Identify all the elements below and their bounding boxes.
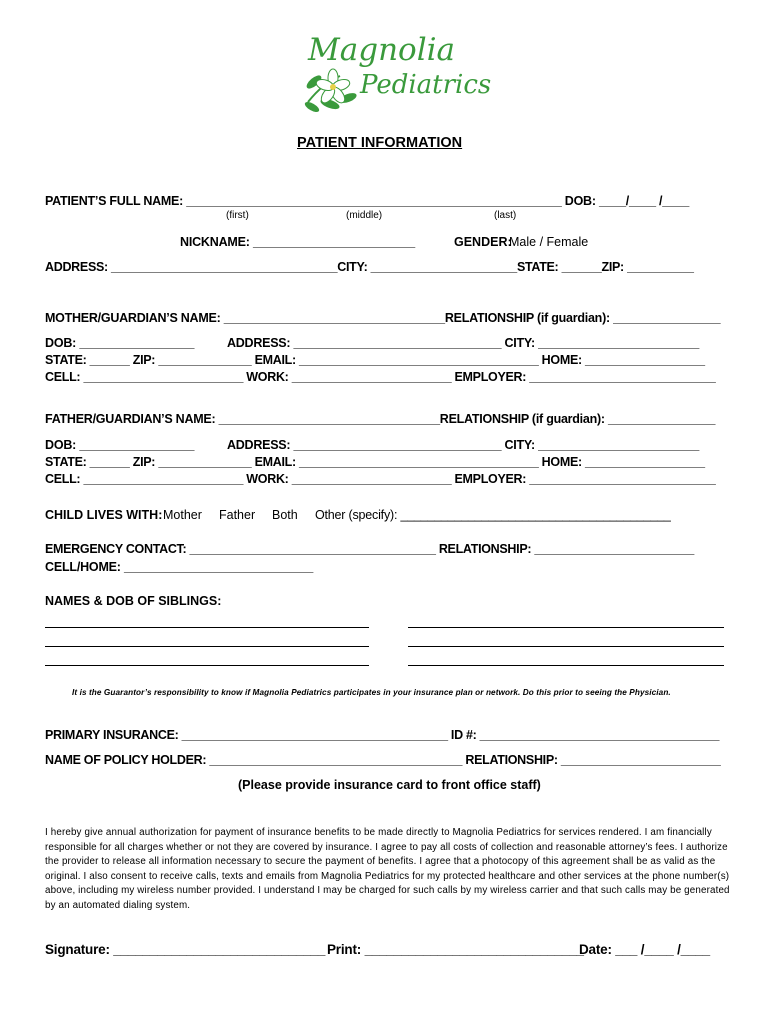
gender-options[interactable]: Male / Female	[509, 235, 589, 249]
mother-address-field[interactable]: ADDRESS: _______________________________ CITY: ________________________	[227, 336, 700, 350]
father-state-field[interactable]: STATE: ______ ZIP: ______________ EMAIL: ____________________________________ HOME: __________________	[45, 455, 705, 469]
mother-dob-field[interactable]: DOB: _________________	[45, 336, 195, 350]
insurance-card-note: (Please provide insurance card to front office staff)	[238, 778, 541, 792]
sibling-line[interactable]	[45, 627, 369, 628]
print-name-field[interactable]: Print: ______________________________	[327, 942, 584, 957]
sibling-line[interactable]	[408, 627, 724, 628]
sibling-line[interactable]	[45, 646, 369, 647]
child-lives-other-field[interactable]: Other (specify): ________________________________________	[315, 508, 671, 522]
father-dob-field[interactable]: DOB: _________________	[45, 438, 195, 452]
father-cell-field[interactable]: CELL: ________________________ WORK: ________________________ EMPLOYER: ____________________________	[45, 472, 716, 486]
guarantor-note: It is the Guarantor’s responsibility to know if Magnolia Pediatrics participates in your insurance plan or network. Do this prior to seeing the Physician.	[72, 688, 671, 697]
emergency-contact-field[interactable]: EMERGENCY CONTACT: _____________________________________ RELATIONSHIP: ________________________	[45, 542, 695, 556]
child-lives-mother-option[interactable]: Mother	[163, 508, 202, 522]
child-lives-father-option[interactable]: Father	[219, 508, 256, 522]
policy-holder-field[interactable]: NAME OF POLICY HOLDER: ______________________________________ RELATIONSHIP: ________________________	[45, 753, 721, 767]
patient-address-field[interactable]: ADDRESS: __________________________________CITY: ______________________STATE: ______ZIP: __________	[45, 260, 694, 274]
sibling-line[interactable]	[408, 646, 724, 647]
nickname-field[interactable]: NICKNAME: ________________________	[180, 235, 416, 249]
logo-text-magnolia: Magnolia	[308, 32, 456, 68]
gender-label: GENDER:	[454, 235, 512, 249]
magnolia-pediatrics-logo	[300, 32, 492, 117]
signature-field[interactable]: Signature: _____________________________	[45, 942, 326, 957]
emergency-cell-home-field[interactable]: CELL/HOME: ____________________________	[45, 560, 314, 574]
mother-name-field[interactable]: MOTHER/GUARDIAN’S NAME: _________________________________RELATIONSHIP (if guardian): ________________	[45, 311, 721, 325]
last-name-caption: (last)	[494, 210, 517, 221]
sibling-line[interactable]	[408, 665, 724, 666]
siblings-label: NAMES & DOB OF SIBLINGS:	[45, 594, 222, 608]
mother-state-field[interactable]: STATE: ______ ZIP: ______________ EMAIL: ____________________________________ HOME: __________________	[45, 353, 705, 367]
father-address-field[interactable]: ADDRESS: _______________________________ CITY: ________________________	[227, 438, 700, 452]
primary-insurance-field[interactable]: PRIMARY INSURANCE: ________________________________________ ID #: ____________________________________	[45, 728, 720, 742]
father-name-field[interactable]: FATHER/GUARDIAN’S NAME: _________________________________RELATIONSHIP (if guardian): ________________	[45, 412, 716, 426]
logo-text-pediatrics: Pediatrics	[360, 70, 492, 100]
mother-cell-field[interactable]: CELL: ________________________ WORK: ________________________ EMPLOYER: ____________________________	[45, 370, 716, 384]
authorization-paragraph: I hereby give annual authorization for payment of insurance benefits to be made directly to Magnolia Pediatrics for services rendered. I am financially responsible for all charges whether or not they are covered by insurance. I agree to pay all costs of collection and reasonable attorney’s fees. I authorize the provider to release all information necessary to secure the payment of benefits. I agree that a photocopy of this agreement shall be as valid as the original. I also consent to receive calls, texts and emails from Magnolia Pediatrics for my protected healthcare and other services at the phone number(s) above, including my wireless number provided. I understand I may be charged for such calls by my wireless carrier and that such calls may be generated by an automated dialing system.	[45, 827, 730, 911]
middle-name-caption: (middle)	[346, 210, 383, 221]
signature-date-field[interactable]: Date: ___ /____ /____	[579, 942, 710, 957]
child-lives-with-label: CHILD LIVES WITH:	[45, 508, 163, 522]
patient-full-name-field[interactable]: PATIENT’S FULL NAME: ________________________________________________________ DOB: ____/____ /____	[45, 194, 690, 208]
page-title: PATIENT INFORMATION	[297, 135, 463, 151]
first-name-caption: (first)	[226, 210, 249, 221]
child-lives-both-option[interactable]: Both	[272, 508, 298, 522]
sibling-line[interactable]	[45, 665, 369, 666]
